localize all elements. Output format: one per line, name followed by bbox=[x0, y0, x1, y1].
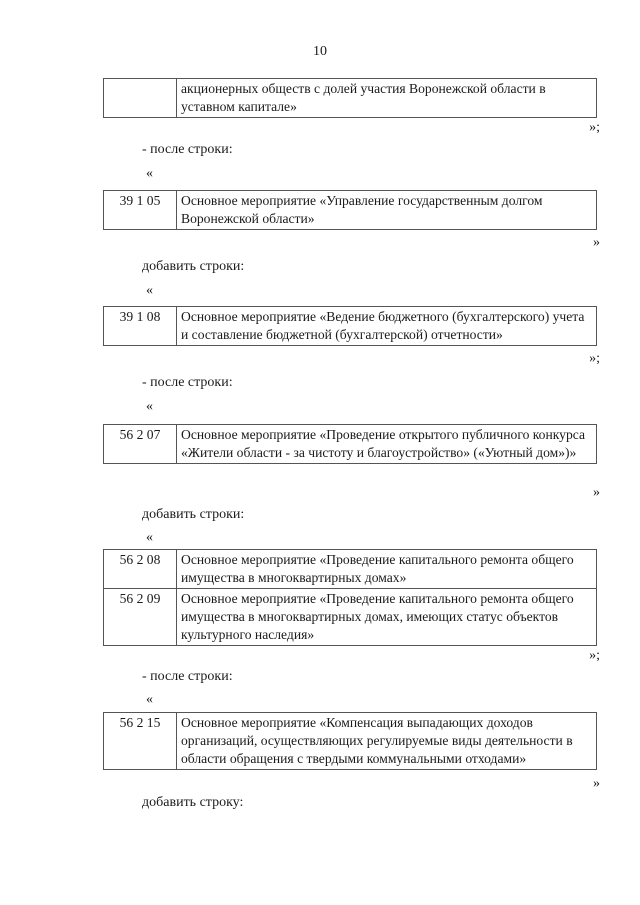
row-text: Основное мероприятие «Компенсация выпадающих доходов организаций, осуществляющих регулируемые виды деятельности в области обращения с твердыми коммунальными отходами» bbox=[177, 713, 597, 770]
opening-quote: « bbox=[146, 530, 153, 545]
page-number: 10 bbox=[313, 44, 327, 59]
row-code: 39 1 08 bbox=[104, 307, 177, 346]
row-code: 39 1 05 bbox=[104, 191, 177, 230]
row-code bbox=[104, 79, 177, 118]
instruction-add-line: добавить строку: bbox=[142, 795, 244, 810]
budget-table-3 bbox=[103, 424, 597, 464]
budget-table-1 bbox=[103, 190, 597, 230]
closing-quote: »; bbox=[589, 120, 600, 135]
row-code: 56 2 07 bbox=[104, 425, 177, 464]
row-text: Основное мероприятие «Проведение капитального ремонта общего имущества в многоквартирных домах» bbox=[177, 550, 597, 589]
opening-quote: « bbox=[146, 692, 153, 707]
row-code: 56 2 09 bbox=[104, 589, 177, 646]
instruction-after-line: - после строки: bbox=[142, 669, 233, 684]
row-text: Основное мероприятие «Управление государственным долгом Воронежской области» bbox=[177, 191, 597, 230]
table-row bbox=[104, 307, 597, 346]
instruction-add-lines: добавить строки: bbox=[142, 259, 245, 274]
row-text: Основное мероприятие «Проведение капитального ремонта общего имущества в многоквартирных домах, имеющих статус объектов культурного наследия» bbox=[177, 589, 597, 646]
table-row bbox=[104, 79, 597, 118]
budget-table-5 bbox=[103, 712, 597, 770]
table-row bbox=[104, 589, 597, 646]
table-row bbox=[104, 425, 597, 464]
instruction-after-line: - после строки: bbox=[142, 375, 233, 390]
closing-quote: » bbox=[593, 235, 600, 250]
budget-table-4 bbox=[103, 549, 597, 646]
opening-quote: « bbox=[146, 166, 153, 181]
closing-quote: » bbox=[593, 485, 600, 500]
closing-quote: »; bbox=[589, 351, 600, 366]
opening-quote: « bbox=[146, 283, 153, 298]
budget-table-0 bbox=[103, 78, 597, 118]
closing-quote: » bbox=[593, 776, 600, 791]
row-text: Основное мероприятие «Ведение бюджетного (бухгалтерского) учета и составление бюджетной (бухгалтерской) отчетности» bbox=[177, 307, 597, 346]
instruction-after-line: - после строки: bbox=[142, 142, 233, 157]
table-row bbox=[104, 191, 597, 230]
row-text: Основное мероприятие «Проведение открытого публичного конкурса «Жители области - за чистоту и благоустройство» («Уютный дом»)» bbox=[177, 425, 597, 464]
instruction-add-lines: добавить строки: bbox=[142, 507, 245, 522]
opening-quote: « bbox=[146, 399, 153, 414]
closing-quote: »; bbox=[589, 648, 600, 663]
row-text: акционерных обществ с долей участия Воронежской области в уставном капитале» bbox=[177, 79, 597, 118]
row-code: 56 2 08 bbox=[104, 550, 177, 589]
table-row bbox=[104, 550, 597, 589]
table-row bbox=[104, 713, 597, 770]
row-code: 56 2 15 bbox=[104, 713, 177, 770]
budget-table-2 bbox=[103, 306, 597, 346]
